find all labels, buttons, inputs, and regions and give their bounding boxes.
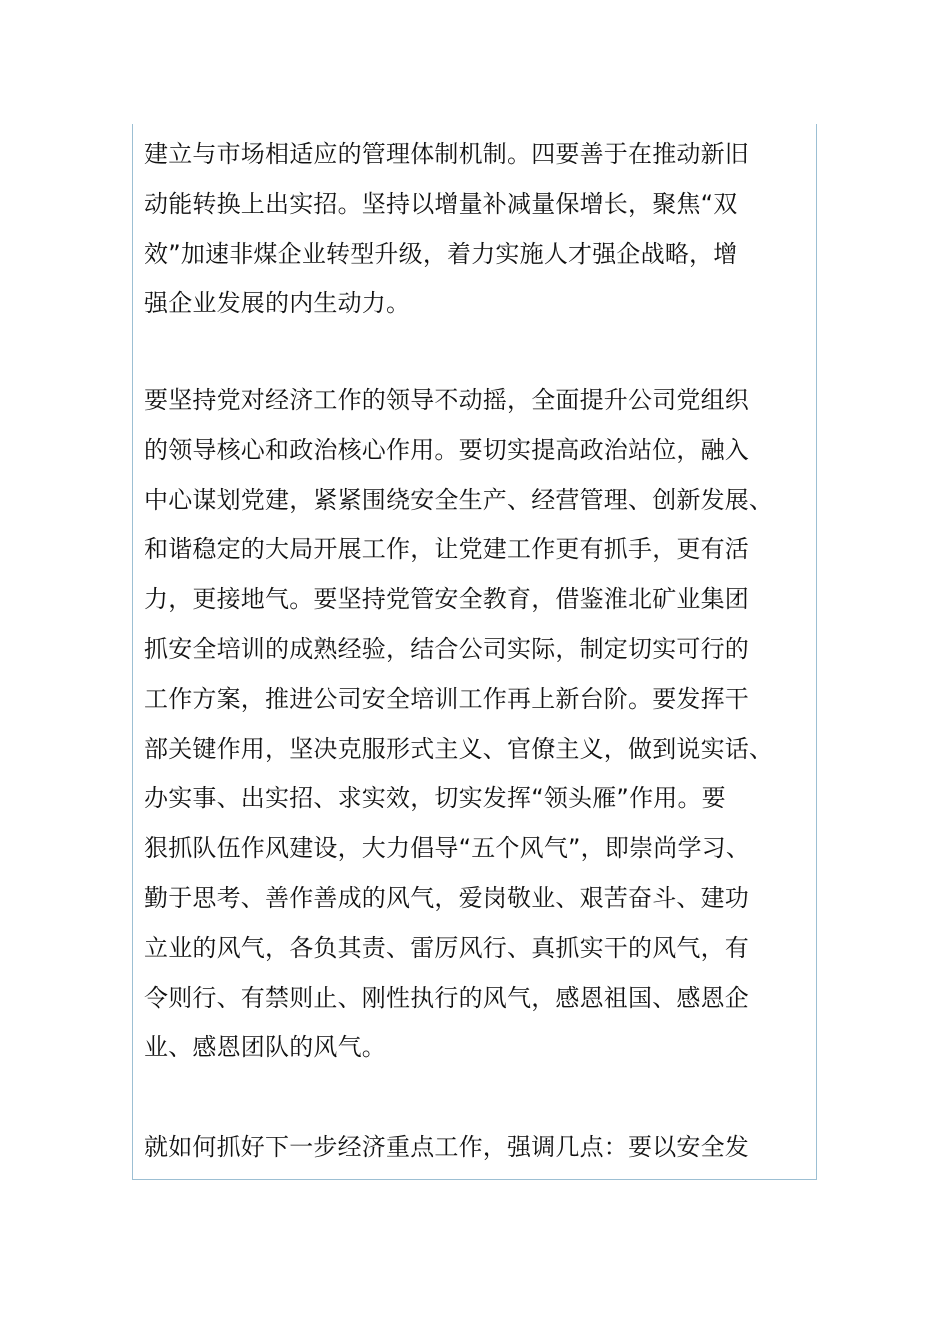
text-line: 效”加速非煤企业转型升级，着力实施人才强企战略，增: [144, 239, 738, 268]
paragraph-2: [144, 376, 800, 1073]
text-line: 业、感恩团队的风气。: [144, 1033, 386, 1062]
text-line: 要坚持党对经济工作的领导不动摇，全面提升公司党组织: [144, 386, 749, 414]
text-line: 和谐稳定的大局开展工作，让党建工作更有抓手，更有活: [144, 535, 749, 564]
text-line: 抓安全培训的成熟经验，结合公司实际，制定切实可行的: [144, 634, 749, 663]
text-line: 工作方案，推进公司安全培训工作再上新台阶。要发挥干: [144, 684, 749, 713]
text-line: 令则行、有禁则止、刚性执行的风气，感恩祖国、感恩企: [144, 983, 749, 1012]
paragraph-3: [144, 1123, 800, 1173]
text-line: 狠抓队伍作风建设，大力倡导“五个风气”，即崇尚学习、: [144, 834, 751, 863]
text-line: 的领导核心和政治核心作用。要切实提高政治站位，融入: [144, 435, 749, 464]
paragraph-1: [144, 130, 800, 329]
text-line: 强企业发展的内生动力。: [144, 289, 411, 318]
text-line: 勤于思考、善作善成的风气，爱岗敬业、艰苦奋斗、建功: [144, 883, 749, 912]
text-line: 建立与市场相适应的管理体制机制。四要善于在推动新旧: [144, 140, 749, 168]
text-line: 就如何抓好下一步经济重点工作，强调几点：要以安全发: [144, 1133, 749, 1161]
text-line: 部关键作用，坚决克服形式主义、官僚主义，做到说实话、: [144, 734, 774, 763]
text-line: 力，更接地气。要坚持党管安全教育，借鉴淮北矿业集团: [144, 585, 749, 614]
text-line: 立业的风气，各负其责、雷厉风行、真抓实干的风气，有: [144, 933, 749, 962]
text-line: 办实事、出实招、求实效，切实发挥“领头雁”作用。要: [144, 784, 726, 813]
text-line: 中心谋划党建，紧紧围绕安全生产、经营管理、创新发展、: [144, 485, 774, 514]
text-line: 动能转换上出实招。坚持以增量补减量保增长，聚焦“双: [144, 189, 738, 218]
